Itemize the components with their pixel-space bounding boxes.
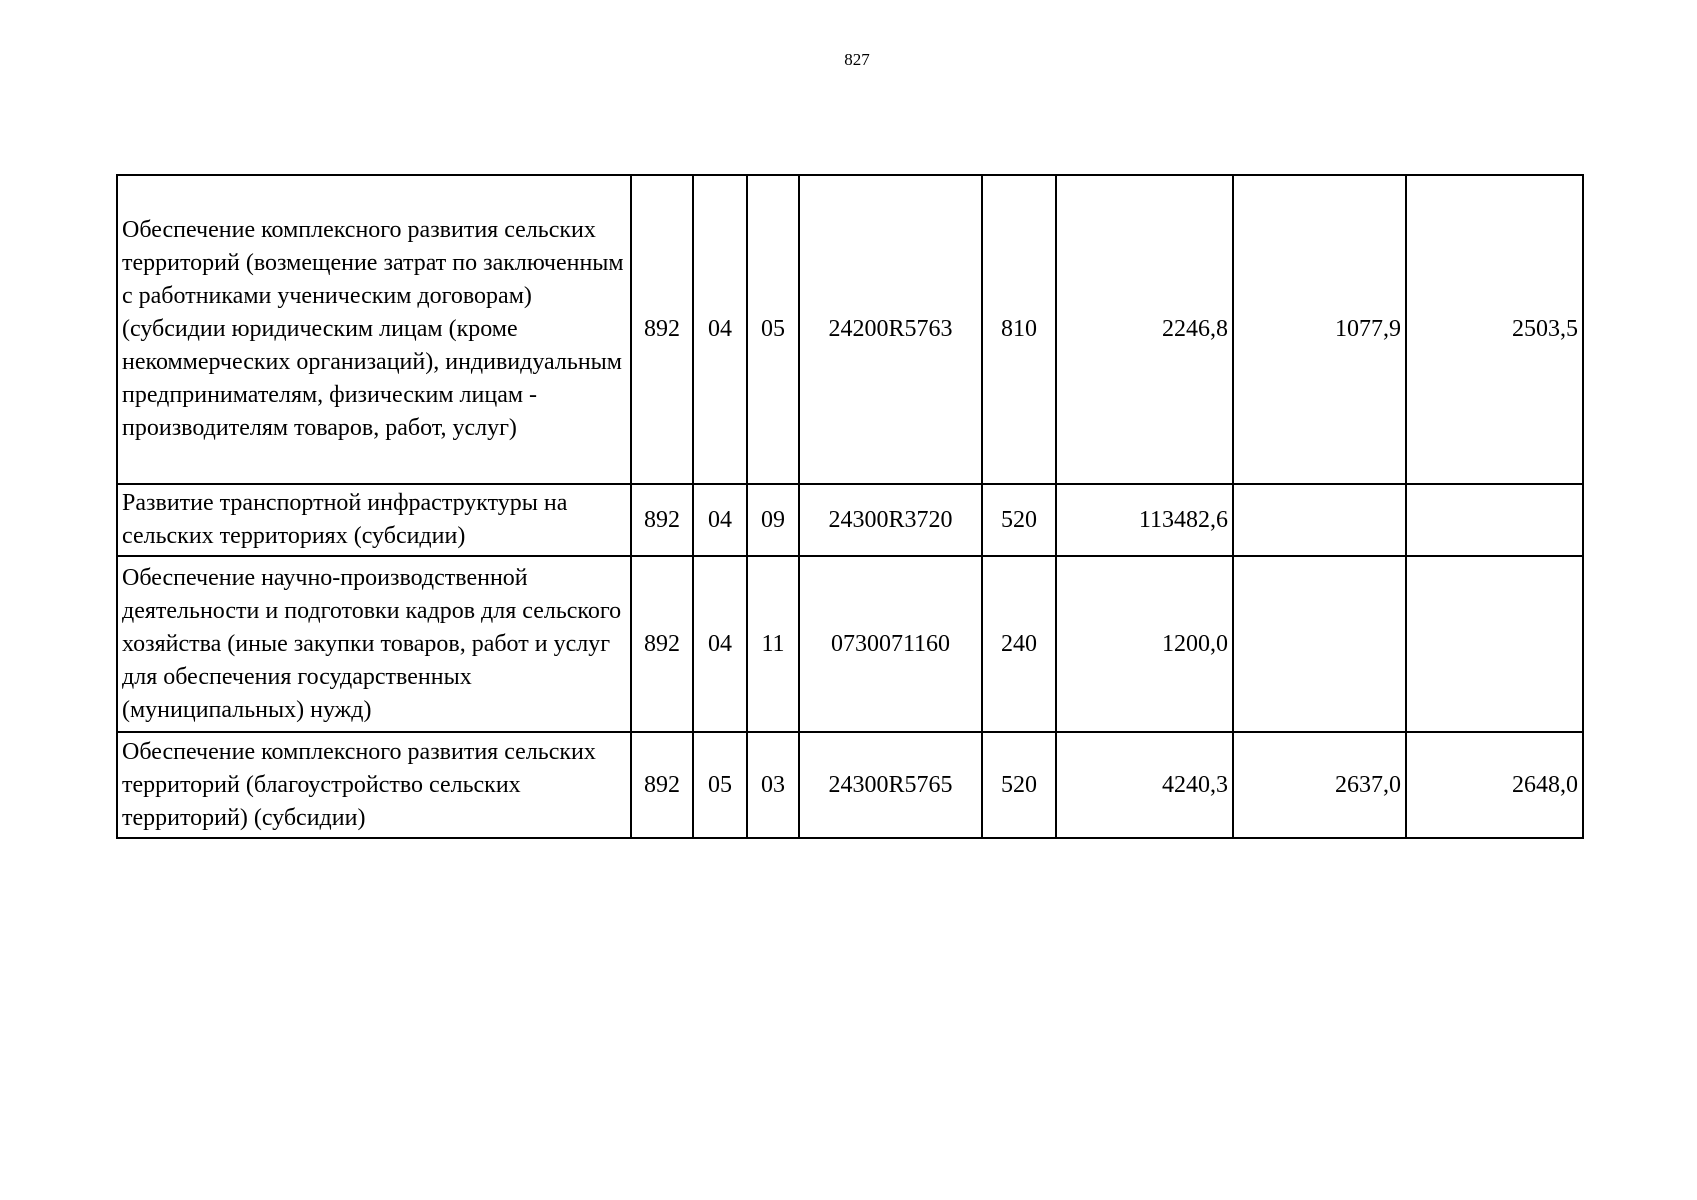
section-code: 04	[693, 484, 747, 556]
budget-table	[116, 174, 1584, 839]
amount-1: 4240,3	[1056, 732, 1233, 838]
target-article-code: 24200R5763	[799, 175, 982, 484]
section-code: 04	[693, 175, 747, 484]
table-row	[117, 484, 1583, 556]
expense-type-code: 520	[982, 732, 1056, 838]
amount-3	[1406, 484, 1583, 556]
page-number: 827	[844, 50, 870, 69]
table-row	[117, 175, 1583, 484]
table-row	[117, 556, 1583, 732]
target-article-code: 24300R3720	[799, 484, 982, 556]
amount-2: 1077,9	[1233, 175, 1406, 484]
amount-2	[1233, 484, 1406, 556]
amount-3: 2648,0	[1406, 732, 1583, 838]
row-description: Обеспечение научно-производственной деятельности и подготовки кадров для сельского хозяйства (иные закупки товаров, работ и услуг для обеспечения государственных (муниципальных) нужд)	[117, 556, 631, 732]
amount-1: 113482,6	[1056, 484, 1233, 556]
amount-1: 1200,0	[1056, 556, 1233, 732]
subsection-code: 11	[747, 556, 799, 732]
subsection-code: 03	[747, 732, 799, 838]
ministry-code: 892	[631, 556, 693, 732]
row-description: Развитие транспортной инфраструктуры на сельских территориях (субсидии)	[117, 484, 631, 556]
section-code: 04	[693, 556, 747, 732]
expense-type-code: 240	[982, 556, 1056, 732]
amount-2	[1233, 556, 1406, 732]
table-row	[117, 732, 1583, 838]
expense-type-code: 810	[982, 175, 1056, 484]
amount-2: 2637,0	[1233, 732, 1406, 838]
amount-3: 2503,5	[1406, 175, 1583, 484]
ministry-code: 892	[631, 484, 693, 556]
amount-3	[1406, 556, 1583, 732]
row-description: Обеспечение комплексного развития сельских территорий (благоустройство сельских территорий) (субсидии)	[117, 732, 631, 838]
row-description: Обеспечение комплексного развития сельских территорий (возмещение затрат по заключенным с работниками ученическим договорам) (субсидии юридическим лицам (кроме некоммерческих организаций), индивидуальным предпринимателям, физическим лицам - производителям товаров, работ, услуг)	[117, 175, 631, 484]
section-code: 05	[693, 732, 747, 838]
subsection-code: 05	[747, 175, 799, 484]
target-article-code: 24300R5765	[799, 732, 982, 838]
ministry-code: 892	[631, 732, 693, 838]
expense-type-code: 520	[982, 484, 1056, 556]
subsection-code: 09	[747, 484, 799, 556]
target-article-code: 0730071160	[799, 556, 982, 732]
amount-1: 2246,8	[1056, 175, 1233, 484]
ministry-code: 892	[631, 175, 693, 484]
